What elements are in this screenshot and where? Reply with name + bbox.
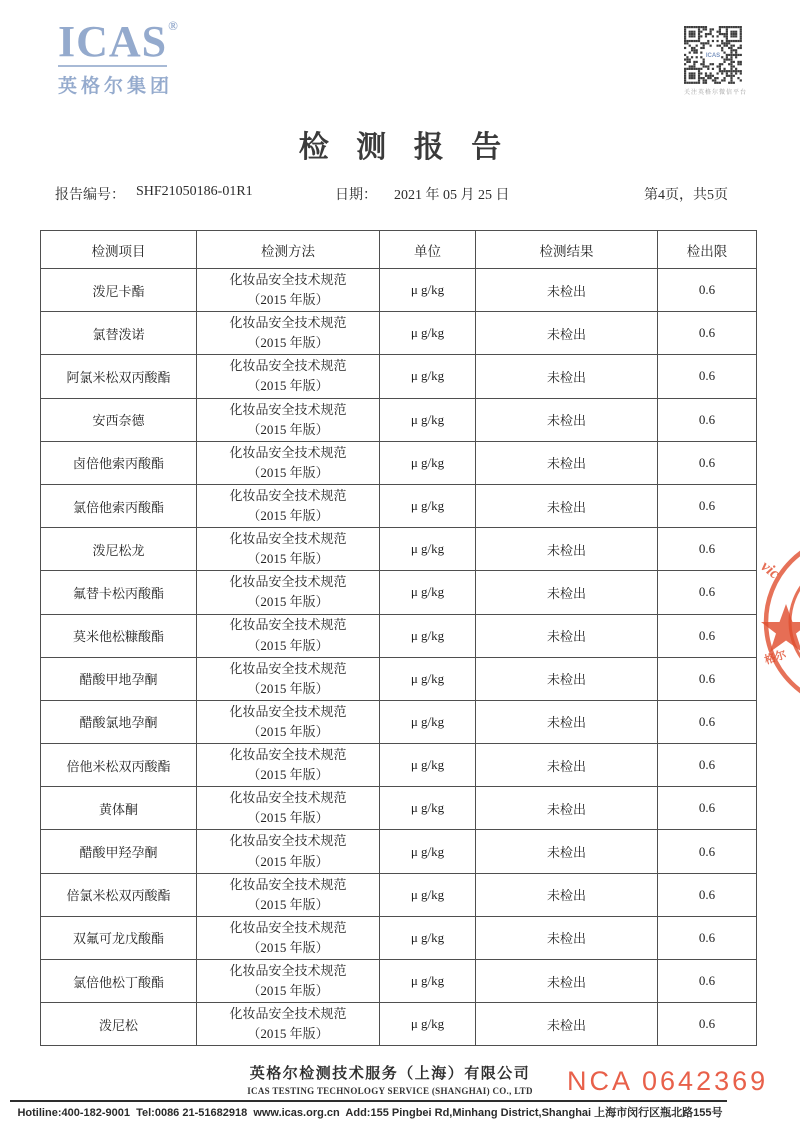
detection-limit-cell: 0.6	[658, 355, 757, 398]
table-row	[41, 398, 757, 441]
method-line-1: 化妆品安全技术规范	[229, 790, 347, 806]
page-indicator: 第4页，共5页	[644, 188, 728, 203]
table-row	[41, 744, 757, 787]
method-line-2: （2015 年版）	[247, 853, 329, 869]
detection-limit-cell: 0.6	[658, 269, 757, 312]
report-no-value: SHF21050186-01R1	[136, 184, 253, 199]
icas-logo	[58, 17, 178, 98]
svg-text:格尔: 格尔	[763, 648, 788, 667]
result-cell: 未检出	[476, 312, 658, 355]
test-method-cell	[197, 873, 380, 916]
test-item-cell: 倍氯米松双丙酸酯	[41, 873, 197, 916]
table-row	[41, 441, 757, 484]
qr-code-icon	[684, 26, 742, 84]
method-line-2: （2015 年版）	[247, 637, 329, 653]
test-method-cell	[197, 355, 380, 398]
method-line-2: （2015 年版）	[247, 378, 329, 394]
detection-limit-cell: 0.6	[658, 312, 757, 355]
method-line-1: 化妆品安全技术规范	[229, 358, 347, 374]
unit-cell: μ g/kg	[380, 441, 476, 484]
result-cell: 未检出	[476, 484, 658, 527]
test-item-cell: 醋酸甲地孕酮	[41, 657, 197, 700]
table-row	[41, 873, 757, 916]
result-cell: 未检出	[476, 744, 658, 787]
test-method-cell	[197, 312, 380, 355]
method-line-2: （2015 年版）	[247, 723, 329, 739]
method-line-2: （2015 年版）	[247, 810, 329, 826]
detection-limit-cell: 0.6	[658, 916, 757, 959]
test-method-cell	[197, 787, 380, 830]
detection-limit-cell: 0.6	[658, 657, 757, 700]
method-line-2: （2015 年版）	[247, 1026, 329, 1042]
unit-cell: μ g/kg	[380, 312, 476, 355]
test-method-cell	[197, 916, 380, 959]
method-line-1: 化妆品安全技术规范	[229, 487, 347, 503]
test-item-cell: 泼尼松龙	[41, 528, 197, 571]
method-line-2: （2015 年版）	[247, 594, 329, 610]
result-cell: 未检出	[476, 960, 658, 1003]
page-title: 检 测 报 告	[298, 131, 512, 164]
unit-cell: μ g/kg	[380, 528, 476, 571]
result-cell: 未检出	[476, 700, 658, 743]
test-item-cell: 黄体酮	[41, 787, 197, 830]
footer-divider	[10, 1100, 727, 1102]
method-line-2: （2015 年版）	[247, 508, 329, 524]
table-row	[41, 830, 757, 873]
unit-cell: μ g/kg	[380, 355, 476, 398]
test-method-cell	[197, 528, 380, 571]
table-row	[41, 614, 757, 657]
date-value: 2021 年 05 月 25 日	[394, 188, 510, 203]
detection-limit-cell: 0.6	[658, 484, 757, 527]
column-header-unit: 单位	[380, 231, 476, 269]
unit-cell: μ g/kg	[380, 787, 476, 830]
company-name-en: ICAS TESTING TECHNOLOGY SERVICE (SHANGHAI) CO., LTD	[247, 1086, 533, 1096]
report-no-label: 报告编号：	[55, 188, 125, 203]
result-cell: 未检出	[476, 614, 658, 657]
method-line-1: 化妆品安全技术规范	[229, 833, 347, 849]
cert-number-stamp: NCA 0642369	[567, 1066, 769, 1096]
method-line-2: （2015 年版）	[247, 939, 329, 955]
column-header-result: 检测结果	[476, 231, 658, 269]
test-method-cell	[197, 1003, 380, 1046]
table-row	[41, 916, 757, 959]
test-item-cell: 泼尼松	[41, 1003, 197, 1046]
method-line-1: 化妆品安全技术规范	[229, 1006, 347, 1022]
test-method-cell	[197, 960, 380, 1003]
logo-subtitle: 英格尔集团	[58, 76, 174, 97]
test-method-cell	[197, 614, 380, 657]
result-cell: 未检出	[476, 398, 658, 441]
red-stamp	[750, 538, 800, 706]
unit-cell: μ g/kg	[380, 269, 476, 312]
method-line-2: （2015 年版）	[247, 292, 329, 308]
test-item-cell: 莫米他松糠酸酯	[41, 614, 197, 657]
result-cell: 未检出	[476, 528, 658, 571]
svg-text:ICAS: ICAS	[705, 53, 721, 59]
qr-code	[684, 26, 748, 96]
table-header-row	[41, 231, 757, 269]
result-cell: 未检出	[476, 1003, 658, 1046]
test-item-cell: 氯倍他松丁酸酯	[41, 960, 197, 1003]
test-item-cell: 氯替泼诺	[41, 312, 197, 355]
column-header-limit: 检出限	[658, 231, 757, 269]
method-line-1: 化妆品安全技术规范	[229, 444, 347, 460]
logo-wordmark: ICAS	[58, 17, 168, 66]
results-table	[40, 230, 757, 1046]
table-row	[41, 571, 757, 614]
detection-limit-cell: 0.6	[658, 787, 757, 830]
detection-limit-cell: 0.6	[658, 398, 757, 441]
unit-cell: μ g/kg	[380, 1003, 476, 1046]
method-line-1: 化妆品安全技术规范	[229, 617, 347, 633]
result-cell: 未检出	[476, 571, 658, 614]
detection-limit-cell: 0.6	[658, 1003, 757, 1046]
method-line-2: （2015 年版）	[247, 983, 329, 999]
unit-cell: μ g/kg	[380, 614, 476, 657]
test-item-cell: 氟替卡松丙酸酯	[41, 571, 197, 614]
unit-cell: μ g/kg	[380, 484, 476, 527]
table-row	[41, 700, 757, 743]
test-method-cell	[197, 441, 380, 484]
result-cell: 未检出	[476, 441, 658, 484]
detection-limit-cell: 0.6	[658, 744, 757, 787]
registered-trademark-icon: ®	[168, 18, 178, 33]
test-method-cell	[197, 484, 380, 527]
result-cell: 未检出	[476, 355, 658, 398]
unit-cell: μ g/kg	[380, 398, 476, 441]
test-item-cell: 倍他米松双丙酸酯	[41, 744, 197, 787]
result-cell: 未检出	[476, 657, 658, 700]
method-line-2: （2015 年版）	[247, 680, 329, 696]
table-row	[41, 528, 757, 571]
detection-limit-cell: 0.6	[658, 614, 757, 657]
result-cell: 未检出	[476, 873, 658, 916]
table-row	[41, 1003, 757, 1046]
detection-limit-cell: 0.6	[658, 441, 757, 484]
detection-limit-cell: 0.6	[658, 830, 757, 873]
detection-limit-cell: 0.6	[658, 960, 757, 1003]
table-row	[41, 312, 757, 355]
detection-limit-cell: 0.6	[658, 700, 757, 743]
column-header-method: 检测方法	[197, 231, 380, 269]
method-line-1: 化妆品安全技术规范	[229, 962, 347, 978]
svg-text:vic: vic	[757, 557, 783, 583]
result-cell: 未检出	[476, 269, 658, 312]
company-name-cn: 英格尔检测技术服务（上海）有限公司	[249, 1066, 531, 1082]
test-method-cell	[197, 398, 380, 441]
test-item-cell: 双氟可龙戊酸酯	[41, 916, 197, 959]
test-item-cell: 阿氯米松双丙酸酯	[41, 355, 197, 398]
table-row	[41, 787, 757, 830]
test-method-cell	[197, 744, 380, 787]
unit-cell: μ g/kg	[380, 960, 476, 1003]
test-method-cell	[197, 830, 380, 873]
red-stamp-icon	[750, 538, 800, 706]
table-row	[41, 355, 757, 398]
unit-cell: μ g/kg	[380, 571, 476, 614]
method-line-1: 化妆品安全技术规范	[229, 876, 347, 892]
table-row	[41, 657, 757, 700]
method-line-1: 化妆品安全技术规范	[229, 703, 347, 719]
qr-caption: 关注英格尔微信平台	[684, 90, 748, 96]
table-row	[41, 484, 757, 527]
result-cell: 未检出	[476, 830, 658, 873]
unit-cell: μ g/kg	[380, 873, 476, 916]
detection-limit-cell: 0.6	[658, 528, 757, 571]
detection-limit-cell: 0.6	[658, 571, 757, 614]
method-line-2: （2015 年版）	[247, 464, 329, 480]
test-item-cell: 卤倍他索丙酸酯	[41, 441, 197, 484]
test-item-cell: 醋酸甲羟孕酮	[41, 830, 197, 873]
column-header-item: 检测项目	[41, 231, 197, 269]
test-item-cell: 泼尼卡酯	[41, 269, 197, 312]
method-line-2: （2015 年版）	[247, 551, 329, 567]
method-line-1: 化妆品安全技术规范	[229, 401, 347, 417]
unit-cell: μ g/kg	[380, 700, 476, 743]
test-method-cell	[197, 269, 380, 312]
test-item-cell: 醋酸氯地孕酮	[41, 700, 197, 743]
test-method-cell	[197, 571, 380, 614]
result-cell: 未检出	[476, 916, 658, 959]
detection-limit-cell: 0.6	[658, 873, 757, 916]
table-row	[41, 269, 757, 312]
method-line-1: 化妆品安全技术规范	[229, 660, 347, 676]
table-row	[41, 960, 757, 1003]
test-item-cell: 氯倍他索丙酸酯	[41, 484, 197, 527]
method-line-1: 化妆品安全技术规范	[229, 531, 347, 547]
unit-cell: μ g/kg	[380, 830, 476, 873]
method-line-1: 化妆品安全技术规范	[229, 919, 347, 935]
method-line-2: （2015 年版）	[247, 896, 329, 912]
method-line-2: （2015 年版）	[247, 421, 329, 437]
footer-contact: Hotiline:400-182-9001 Tel:0086 21-51682918 www.icas.org.cn Add:155 Pingbei Rd,Minhang District,Shanghai 上海市闵行区瓶北路155号	[17, 1107, 723, 1119]
unit-cell: μ g/kg	[380, 744, 476, 787]
test-method-cell	[197, 657, 380, 700]
unit-cell: μ g/kg	[380, 657, 476, 700]
method-line-2: （2015 年版）	[247, 335, 329, 351]
method-line-1: 化妆品安全技术规范	[229, 574, 347, 590]
method-line-1: 化妆品安全技术规范	[229, 271, 347, 287]
unit-cell: μ g/kg	[380, 916, 476, 959]
test-item-cell: 安西奈德	[41, 398, 197, 441]
date-label: 日期：	[335, 188, 377, 203]
test-method-cell	[197, 700, 380, 743]
method-line-1: 化妆品安全技术规范	[229, 315, 347, 331]
method-line-1: 化妆品安全技术规范	[229, 747, 347, 763]
result-cell: 未检出	[476, 787, 658, 830]
method-line-2: （2015 年版）	[247, 767, 329, 783]
